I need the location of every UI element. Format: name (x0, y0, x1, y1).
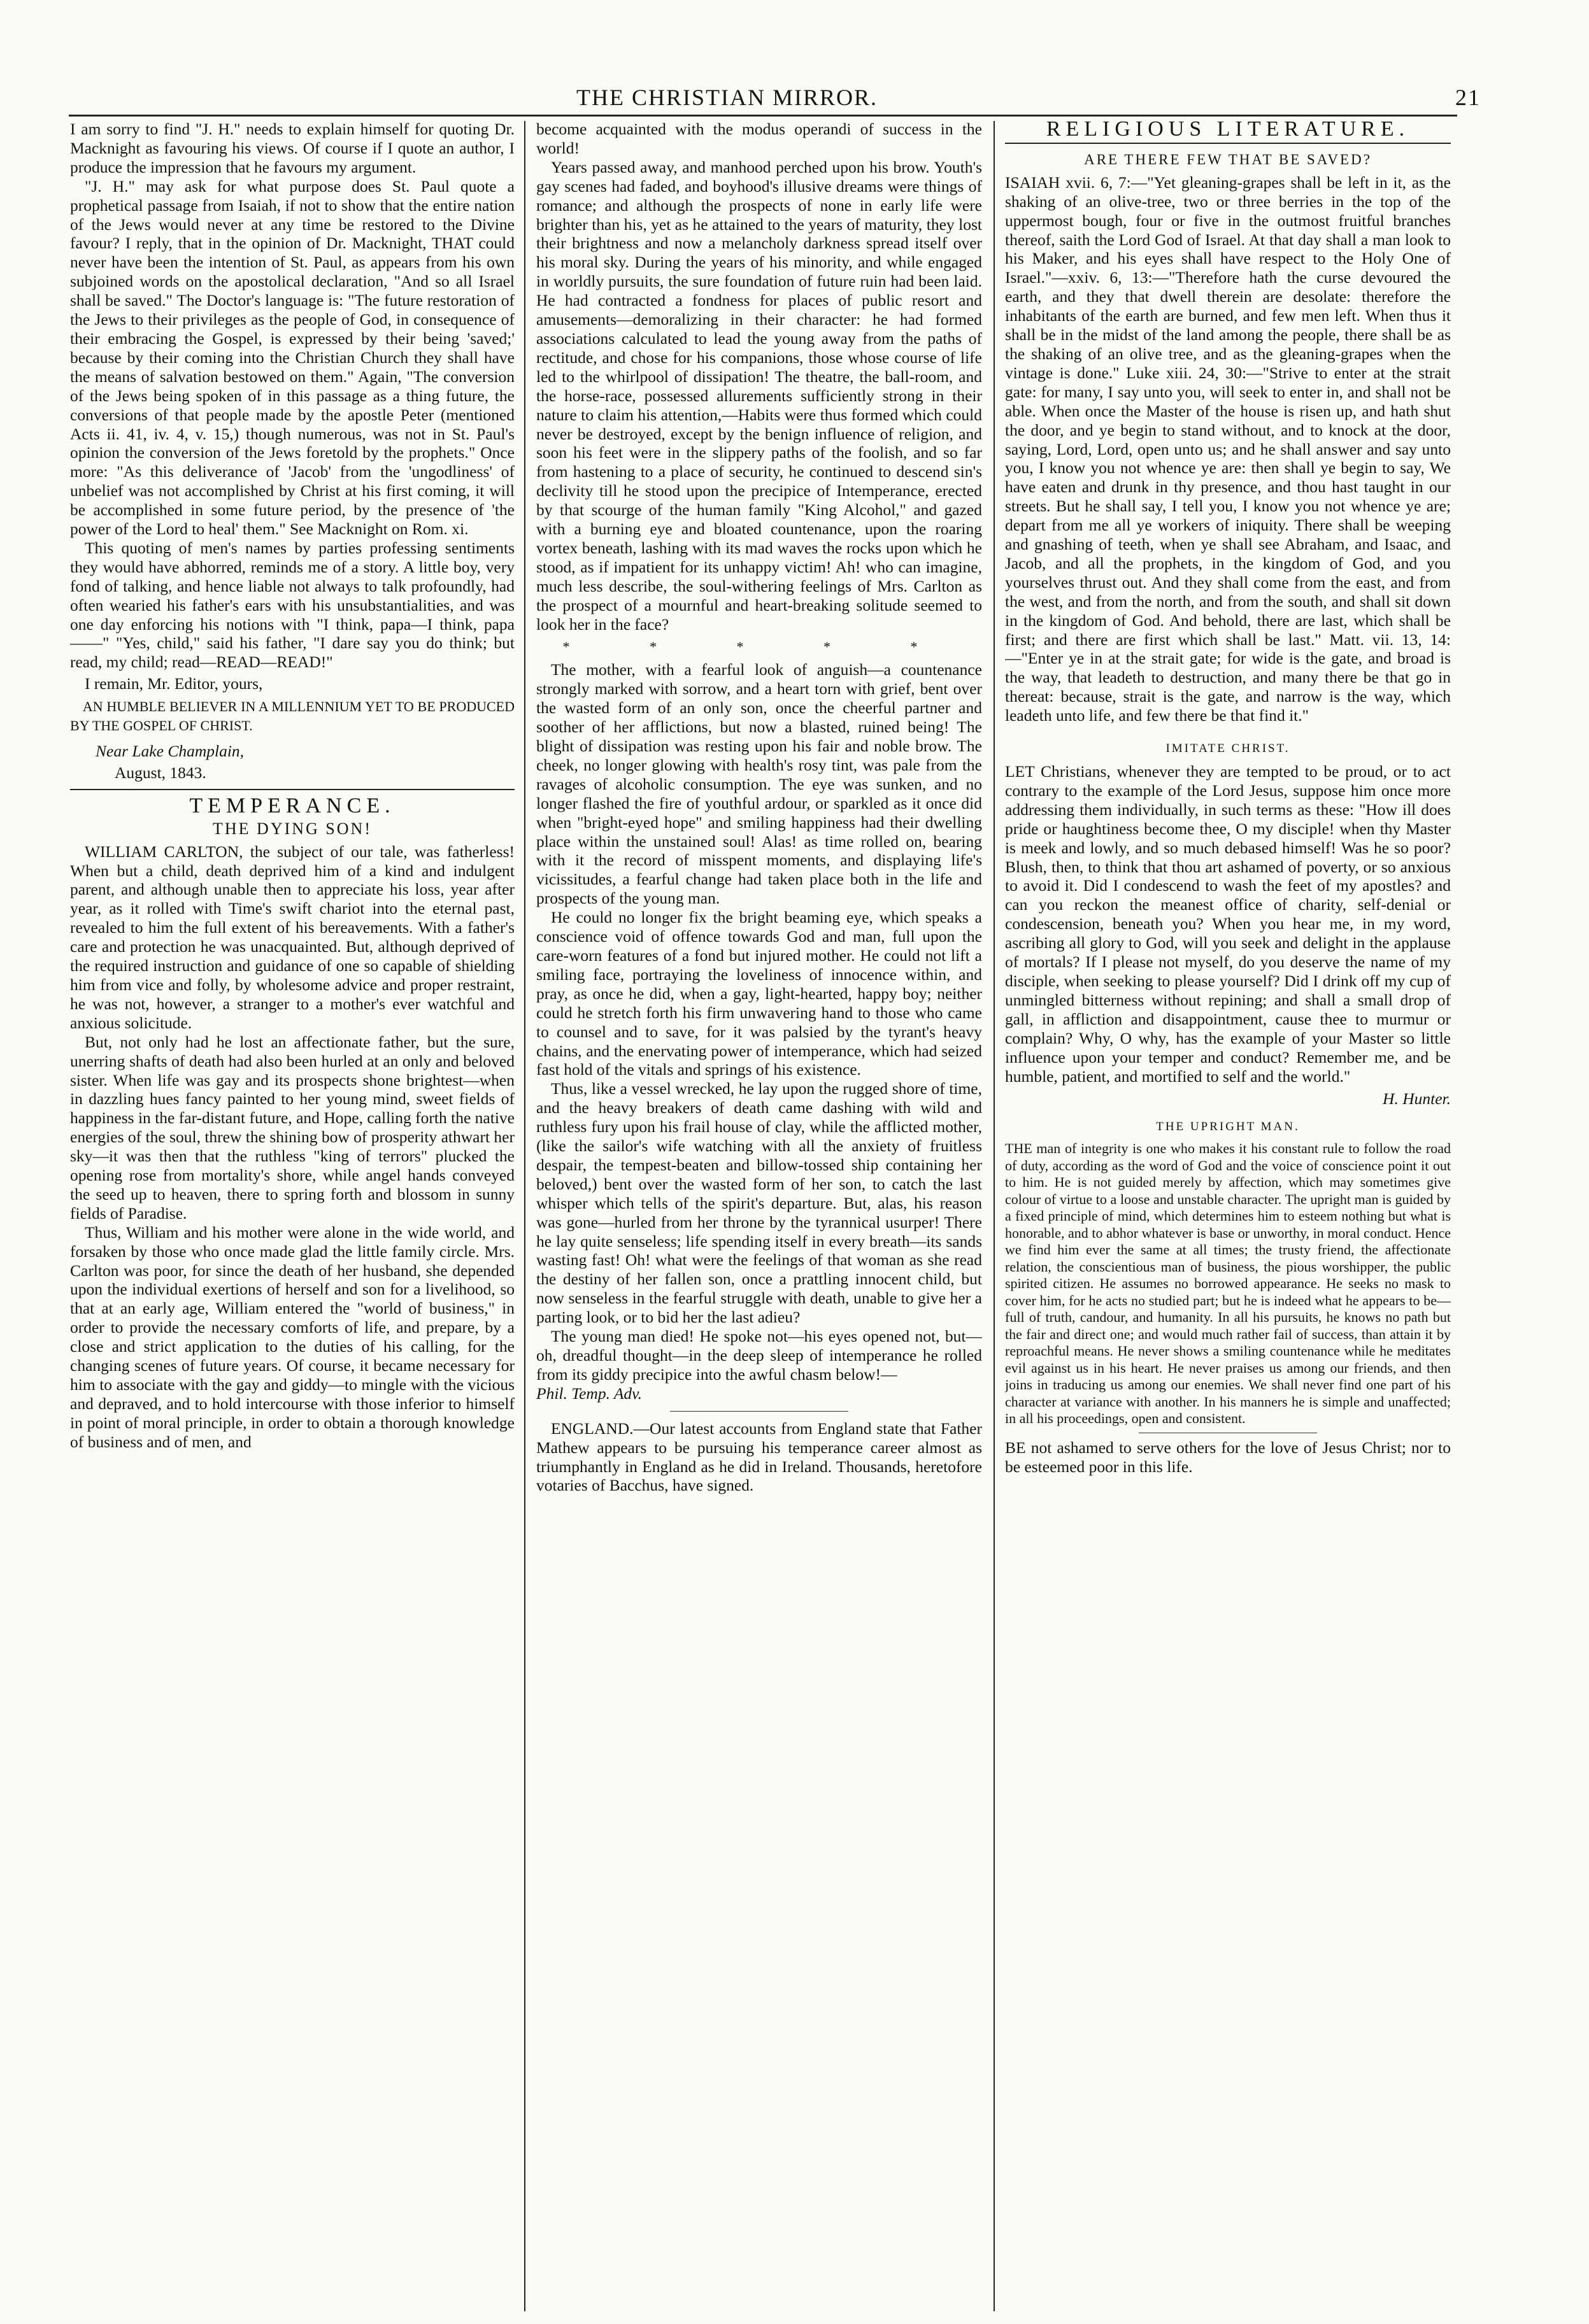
paragraph: WILLIAM CARLTON, the subject of our tale, was fatherless! When but a child, death deprived him of a kind and indulgent parent, and although unable then to appreciate his loss, year after year, as it rolled with Time's swift chariot into the eternal past, revealed to him the full extent of his bereavements. With a father's care and protection he was unacquainted. But, although deprived of the required instruction and guidance of one so capable of shielding him from vice and folly, by wholesome advice and proper restraint, he was not, however, a stranger to a mother's ever watchful and anxious solicitude. (70, 842, 515, 1032)
paragraph: ISAIAH xvii. 6, 7:—"Yet gleaning-grapes shall be left in it, as the shaking of an olive-tree, two or three berries in the top of the uppermost bough, four or five in the outmost fruitful branches thereof, saith the Lord God of Israel. At that day shall a man look to his Maker, and his eyes shall have respect to the Holy One of Israel."—xxiv. 6, 13:—"Therefore hath the curse devoured the earth, and they that dwell therein are desolate: therefore the inhabitants of the earth are burned, and few men left. When thus it shall be in the midst of the land among the people, there shall be as the shaking of an olive tree, and as the gleaning-grapes when the vintage is done." Luke xiii. 24, 30:—"Strive to enter at the strait gate: for many, I say unto you, will seek to enter in, and shall not be able. When once the Master of the house is risen up, and hath shut the door, and ye begin to stand without, and to knock at the door, saying, Lord, Lord, open unto us; and he shall answer and say unto you, I know you not whence ye are: then shall ye begin to say, We have eaten and drunk in thy presence, and thou hast taught in our streets. But he shall say, I tell you, I know you not whence ye are; depart from me all ye workers of iniquity. There shall be weeping and gnashing of teeth, when ye shall see Abraham, and Isaac, and Jacob, and all the prophets, in the kingdom of God, and you yourselves thrust out. And they shall come from the east, and from the west, and from the north, and from the south, and shall sit down in the kingdom of God. And behold, there are last, which shall be first; and there are first which shall be last." Matt. vii. 13, 14:—"Enter ye in at the strait gate; for wide is the gate, and broad is the way, that leadeth to destruction, and many there be that go in thereat: because, strait is the gate, and narrow is the way, which leadeth unto life, and few there be that find it." (1005, 173, 1451, 725)
paragraph: But, not only had he lost an affectionate father, but the sure, unerring shafts of death had also been hurled at an only and beloved sister. When life was gay and its prospects shone brightest—when in dazzling hues fancy painted to her young mind, sweet fields of happiness in the far-distant future, and Hope, calling forth the native energies of the soul, threw the shining bow of prosperity athwart her sky—it was then that the ruthless "king of terrors" plucked the opening rose from mortality's shore, while angel hands conveyed the seed up to heaven, there to spring forth and blossom in sunny fields of Paradise. (70, 1032, 515, 1222)
paragraph: Thus, William and his mother were alone in the wide world, and forsaken by those who once made glad the little family circle. Mrs. Carlton was poor, for since the death of her husband, she depended upon the individual exertions of herself and son for a livelihood, so that at an early age, William entered the "world of business," in order to provide the necessary comforts of life, and prepare, by a close and strict application to the duties of his calling, for the changing scenes of future years. Of course, it became necessary for him to associate with the gay and giddy—to mingle with the vicious and depraved, and to hold intercourse with those inferior to himself in point of moral principle, in order to obtain a thorough knowledge of business and of men, and (70, 1222, 515, 1451)
paragraph: The mother, with a fearful look of anguish—a countenance strongly marked with sorrow, and a heart torn with grief, bent over the wasted form of an only son, once the cheerful partner and soother of her afflictions, but now a blasted, ruined being! The blight of dissipation was resting upon his fair and noble brow. The cheek, no longer glowing with health's rosy tint, was pale from the ravages of alcoholic consumption. The eye was sunken, and no longer flashed the fire of youthful ardour, or sparkled as it once did when "bright-eyed hope" and smiling happiness had their dwelling place within the unstained soul! Alas! as time rolled on, bearing with it the record of misspent moments, and displaying life's vicissitudes, a fearful change had taken place both in the life and prospects of the young man. (536, 660, 982, 908)
dateline-date: August, 1843. (115, 763, 206, 782)
masthead: THE CHRISTIAN MIRROR. (576, 85, 878, 110)
paragraph: become acquainted with the modus operandi of success in the world! (536, 120, 982, 157)
letter-signature: AN HUMBLE BELIEVER IN A MILLENNIUM YET TO BE PRODUCED BY THE GOSPEL OF CHRIST. (70, 698, 515, 734)
paragraph: BE not ashamed to serve others for the love of Jesus Christ; nor to be esteemed poor in this life. (1005, 1438, 1451, 1476)
column-divider (994, 121, 995, 2311)
section-rule (1005, 143, 1451, 144)
divider (670, 1411, 848, 1412)
article-title: ARE THERE FEW THAT BE SAVED? (1084, 151, 1372, 167)
column-3 (1005, 120, 1451, 2310)
paragraph: Thus, like a vessel wrecked, he lay upon the rugged shore of time, and the heavy breakers of death came dashing with wild and ruthless fury upon his frail house of clay, while the afflicted mother, (like the sailor's wife watching with all the anxiety of fruitless despair, the tempest-beaten and billow-tossed ship containing her beloved,) bent over the wasted form of her son, to catch the last whisper which tells of the spirit's departure. But, alas, his reason was gone—hurled from her throne by the tyrannical usurper! There he lay quite senseless; life spending itself in every breath—its sands wasting fast! Oh! what were the feelings of that woman as she read the destiny of her fallen son, once a prattling innocent child, but now senseless in the fearful struggle with death, unable to give her a parting look, or to bid her the last adieu? (536, 1079, 982, 1327)
dateline-place: Near Lake Champlain, (96, 742, 245, 760)
paragraph: Years passed away, and manhood perched upon his brow. Youth's gay scenes had faded, and boyhood's illusive dreams were things of romance; and although the prospects of none in early life were brighter than his, yet as he attained to the years of maturity, they lost their brightness and now a melancholy darkness spread itself over his moral sky. During the years of his minority, and while engaged in worldly pursuits, the sure foundation of future ruin had been laid. He had contracted a fondness for places of public resort and amusements—demoralizing in their character: he had formed associations calculated to lead the young away from the paths of rectitude, and chose for his companions, those whose course of life led to the whirlpool of dissipation! The theatre, the ball-room, and the horse-race, possessed allurements sufficiently strong in their nature to claim his attention,—Habits were thus formed which could never be destroyed, except by the benign influence of religion, and soon his feet were in the slippery paths of the foolish, and so far from hastening to a place of security, he continued to descend sin's declivity till he stood upon the precipice of Intemperance, erected by that scourge of the human family "King Alcohol," and gazed with a burning eye and bloated countenance, upon the roaring vortex beneath, lashing with its mad waves the rocks upon which he stood, as if impatient for its unhappy victim! Ah! who can imagine, much less describe, the soul-withering feelings of Mrs. Carlton as the prospect of a mournful and heart-breaking solitude seemed to look her in the face? (536, 157, 982, 634)
paragraph: ENGLAND.—Our latest accounts from England state that Father Mathew appears to be pursuing his temperance career almost as triumphantly in England as he did in Ireland. Thousands, heretofore votaries of Bacchus, have signed. (536, 1419, 982, 1495)
paragraph: I am sorry to find "J. H." needs to explain himself for quoting Dr. Macknight as favouring his views. Of course if I quote an author, I produce the impression that he favours my argument. (70, 120, 515, 176)
section-title: RELIGIOUS LITERATURE. (1046, 120, 1410, 141)
article-author: H. Hunter. (1383, 1089, 1451, 1109)
page-number: 21 (1455, 85, 1481, 110)
section-break-stars: * * * * * (562, 639, 956, 655)
article-title: THE UPRIGHT MAN. (1156, 1120, 1300, 1134)
paragraph: THE man of integrity is one who makes it his constant rule to follow the road of duty, according as the word of God and the voice of conscience point it out to him. He is not guided merely by affection, which may sometimes give colour of virtue to a loose and unstable character. The upright man is guided by a fixed principle of mind, which determines him to esteem nothing but what is honorable, and to abhor whatever is base or unworthy, in moral conduct. Hence we find him ever the same at all times; the trusty friend, the affectionate relation, the conscientious man of business, the pious worshipper, the public spirited citizen. He assumes no borrowed appearance. He seeks no mask to cover him, for he acts no studied part; but he is indeed what he appears to be—full of truth, candour, and humanity. In all his pursuits, he knows no path but the fair and direct one; and would much rather fail of success, than attain it by reproachful means. He never shows a smiling countenance while he meditates evil against us in his heart. He never praises us among our friends, and then joins in traducing us among our enemies. We shall never find one part of his character at variance with another. In his manners he is simple and unaffected; in all his proceedings, open and consistent. (1005, 1140, 1451, 1427)
column-divider (524, 121, 525, 2311)
paragraph: He could no longer fix the bright beaming eye, which speaks a conscience void of offence towards God and man, full upon the care-worn features of a fond but injured mother. He could not lift a smiling face, portraying the loveliness of innocence within, and pray, as once he did, when a gay, light-hearted, happy boy; neither could he stretch forth his firm unwavering hand to those who came to counsel and to save, for it was palsied by the tyrant's heavy chains, and the enervating power of intemperance, which had seized fast hold of the vitals and springs of his existence. (536, 908, 982, 1079)
source-credit: Phil. Temp. Adv. (536, 1384, 642, 1403)
article-title: IMITATE CHRIST. (1165, 742, 1290, 756)
section-rule (70, 789, 515, 790)
paragraph: "J. H." may ask for what purpose does St. Paul quote a prophetical passage from Isaiah, if not to show that the entire nation of the Jews would never at any time be restored to the Divine favour? I reply, that in the opinion of Dr. Macknight, THAT could never have been the intention of St. Paul, as appears from his own subjoined words on the apostolical declaration, "And so all Israel shall be saved." The Doctor's language is: "The future restoration of the Jews to their privileges as the people of God, in consequence of their embracing the Gospel, is expressed by their being 'saved;' because by their coming into the Christian Church they shall have the means of salvation bestowed on them." Again, "The conversion of the Jews being spoken of in this passage as a thing future, the conversions of that people made by the apostle Peter (mentioned Acts ii. 41, iv. 4, v. 15,) though numerous, was not in St. Paul's opinion the conversion of the Jews foretold by the prophets." Once more: "As this deliverance of 'Jacob' from the 'ungodliness' of unbelief was not accomplished by Christ at his first coming, it will be accomplished in some future period, by the presence of 'the power of the Lord to heal' them." See Macknight on Rom. xi. (70, 176, 515, 539)
closing-line: I remain, Mr. Editor, yours, (84, 674, 263, 693)
paragraph: LET Christians, whenever they are tempted to be proud, or to act contrary to the example of the Lord Jesus, suppose him once more addressing them individually, in such terms as these: "How ill does pride or haughtiness become thee, O my disciple! when thy Master is meek and lowly, and so much debased himself! Was he so poor? Blush, then, to think that thou art ashamed of poverty, or so anxious to avoid it. Did I condescend to wash the feet of my apostles? and can you reckon the meanest office of charity, self-denial or condescension, beneath you? When you hear me, in my word, ascribing all glory to God, will you seek and delight in the applause of mortals? If I please not myself, do you deserve the name of my disciple, when seeking to please yourself? Did I drink off my cup of unmingled bitterness without repining; and shall a small drop of gall, in affliction and disappointment, cause thee to murmur or complain? Why, O why, has the example of your Master so little influence upon your temper and conduct? Remember me, and be humble, patient, and mortified to self and the world." (1005, 762, 1451, 1086)
section-title: TEMPERANCE. (189, 793, 395, 818)
column-2 (536, 120, 982, 2310)
story-title: THE DYING SON! (213, 819, 372, 838)
header-rule (69, 115, 1457, 117)
paragraph: The young man died! He spoke not—his eyes opened not, but—oh, dreadful thought—in the deep sleep of intemperance he rolled from its giddy precipice into the awful chasm below!— (536, 1327, 982, 1384)
column-1 (70, 120, 515, 2310)
paragraph: This quoting of men's names by parties professing sentiments they would have abhorred, reminds me of a story. A little boy, very fond of talking, and hence liable not always to talk profoundly, had often wearied his father's ears with his unsubstantialities, and was one day enforcing his notions with "I think, papa—I think, papa——" "Yes, child," said his father, "I dare say you do think; but read, my child; read—READ—READ!" (70, 538, 515, 672)
